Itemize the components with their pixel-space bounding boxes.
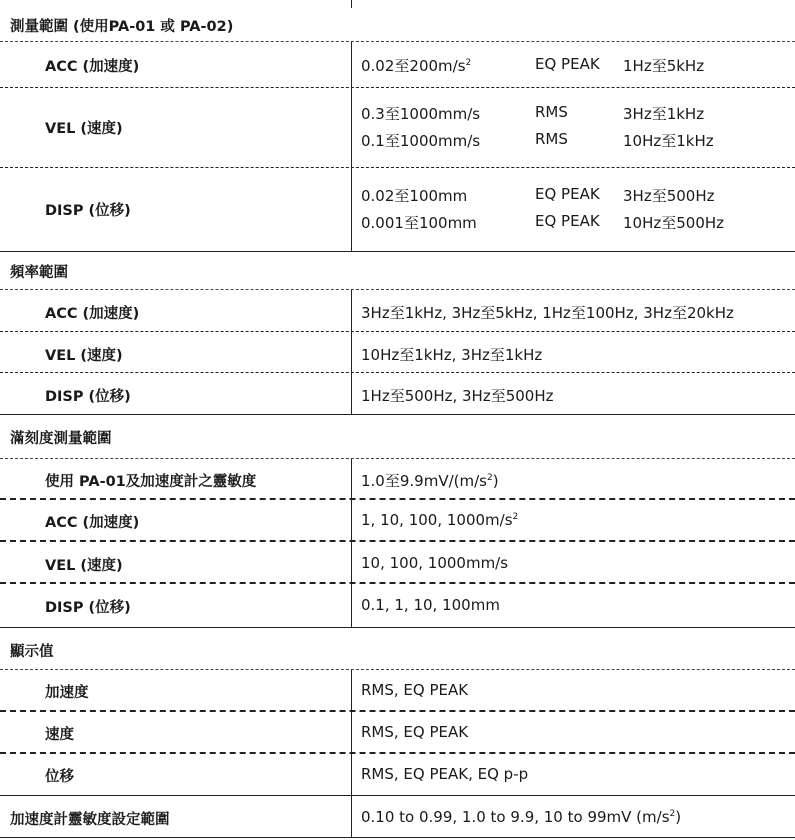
row-frequency-vel — [0, 332, 795, 373]
value-frequency-disp: 1Hz至500Hz, 3Hz至500Hz — [361, 387, 554, 405]
column-divider-full-scale — [351, 459, 352, 628]
column-divider-frequency — [351, 290, 352, 415]
row-measurement-disp — [0, 168, 795, 252]
row-label-measurement-disp: DISP (位移) — [45, 203, 131, 219]
value-frequency-acc: 3Hz至1kHz, 3Hz至5kHz, 1Hz至100Hz, 3Hz至20kHz — [361, 304, 734, 322]
section-title-full-scale: 滿刻度測量範圍 — [10, 431, 112, 447]
value-measurement-disp-1: 0.02至100mm EQ PEAK 3Hz至500Hz — [361, 185, 715, 205]
value-measurement-vel-2: 0.1至1000mm/s RMS 10Hz至1kHz — [361, 130, 714, 150]
row-label-sensitivity-setting: 加速度計靈敏度設定範圍 — [10, 812, 170, 828]
value-full-scale-acc: 1, 10, 100, $1000m/s^2$ — [361, 511, 519, 529]
row-label-measurement-acc: ACC (加速度) — [45, 59, 140, 75]
section-measurement-range — [0, 8, 795, 42]
value-measurement-acc: 0.02至$200m/s^2$ EQ PEAK 1Hz至5kHz — [361, 55, 705, 75]
section-full-scale — [0, 415, 795, 459]
value-full-scale-sensitivity: 1.0至$9.9mV/(m/s^2)$ — [361, 472, 499, 490]
row-label-frequency-acc: ACC (加速度) — [45, 306, 140, 322]
row-full-scale-acc — [0, 500, 795, 542]
row-full-scale-vel — [0, 542, 795, 584]
row-full-scale-disp — [0, 584, 795, 628]
section-display-value — [0, 628, 795, 670]
value-measurement-disp-2: 0.001至100mm EQ PEAK 10Hz至500Hz — [361, 212, 725, 232]
column-divider-measurement — [351, 42, 352, 252]
value-sensitivity-setting: 0.10 to 0.99, 1.0 to 9.9, 10 to 99mV $(m/s^2)$ — [361, 808, 682, 826]
row-display-displacement — [0, 754, 795, 796]
row-full-scale-sensitivity — [0, 459, 795, 500]
value-display-velocity: RMS, EQ PEAK — [361, 723, 469, 741]
column-divider-top — [351, 0, 352, 8]
row-label-full-scale-acc: ACC (加速度) — [45, 515, 140, 531]
row-measurement-vel — [0, 88, 795, 168]
row-sensitivity-setting — [0, 796, 795, 838]
row-label-frequency-disp: DISP (位移) — [45, 389, 131, 405]
row-label-frequency-vel: VEL (速度) — [45, 348, 123, 364]
row-label-display-displacement: 位移 — [45, 769, 74, 785]
row-display-velocity — [0, 712, 795, 754]
value-display-displacement: RMS, EQ PEAK, EQ p-p — [361, 765, 529, 783]
row-display-acceleration — [0, 670, 795, 712]
row-frequency-acc — [0, 290, 795, 332]
row-frequency-disp — [0, 373, 795, 415]
section-frequency-range — [0, 252, 795, 290]
section-title-frequency-range: 頻率範圍 — [10, 265, 68, 281]
value-frequency-vel: 10Hz至1kHz, 3Hz至1kHz — [361, 346, 543, 364]
row-label-display-acceleration: 加速度 — [45, 685, 89, 701]
column-divider-display — [351, 670, 352, 838]
value-full-scale-disp: 0.1, 1, 10, 100mm — [361, 596, 500, 614]
row-label-full-scale-sensitivity: 使用 PA-01及加速度計之靈敏度 — [45, 474, 257, 490]
freq-measurement-acc: 1Hz至5kHz — [623, 57, 705, 75]
value-measurement-vel-1: 0.3至1000mm/s RMS 3Hz至1kHz — [361, 103, 705, 123]
row-measurement-acc — [0, 42, 795, 88]
row-label-measurement-vel: VEL (速度) — [45, 121, 123, 137]
row-label-full-scale-disp: DISP (位移) — [45, 600, 131, 616]
row-label-full-scale-vel: VEL (速度) — [45, 558, 123, 574]
mode-measurement-acc: EQ PEAK — [535, 55, 600, 73]
row-label-display-velocity: 速度 — [45, 727, 74, 743]
value-display-acceleration: RMS, EQ PEAK — [361, 681, 469, 699]
section-title-display-value: 顯示值 — [10, 644, 54, 660]
section-title-measurement-range: 測量範圍 (使用PA-01 或 PA-02) — [10, 19, 234, 35]
value-full-scale-vel: 10, 100, 1000mm/s — [361, 554, 509, 572]
